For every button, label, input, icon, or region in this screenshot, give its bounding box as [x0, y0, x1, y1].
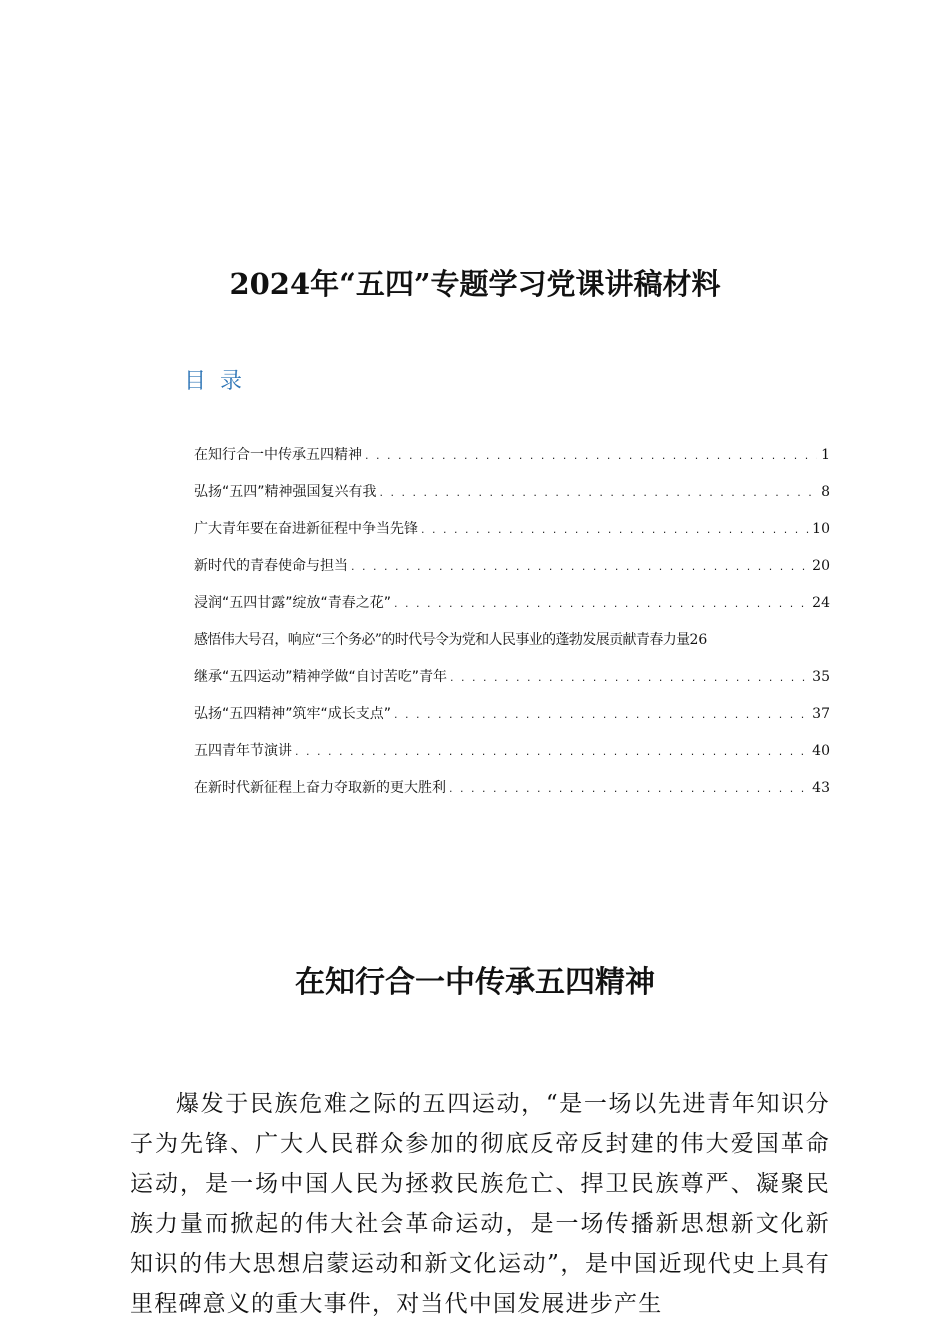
toc-entry-page: 37	[812, 706, 830, 722]
toc-entry[interactable]	[194, 775, 830, 812]
toc-entry-text: 弘扬“五四精神”筑牢“成长支点”	[194, 706, 392, 722]
toc-entry-text: 感悟伟大号召，响应“三个务必”的时代号令为党和人民事业的蓬勃发展贡献青春力量	[194, 632, 690, 648]
toc-entry[interactable]	[194, 553, 830, 590]
toc-entry-page: 40	[812, 743, 830, 759]
toc-entry-text: 弘扬“五四”精神强国复兴有我	[194, 484, 377, 500]
toc-entry[interactable]	[194, 590, 830, 627]
document-title: 2024年“五四”专题学习党课讲稿材料	[229, 267, 721, 301]
toc-entry-text: 新时代的青春使命与担当	[194, 558, 348, 574]
table-of-contents	[194, 442, 830, 812]
toc-entry-page: 24	[812, 595, 830, 611]
toc-entry[interactable]	[194, 701, 830, 738]
toc-heading: 目录	[184, 369, 257, 394]
section-title: 在知行合一中传承五四精神	[295, 965, 655, 1000]
toc-leader-dots	[295, 739, 809, 765]
toc-leader-dots	[394, 591, 809, 617]
toc-entry-text: 五四青年节演讲	[194, 743, 292, 759]
toc-entry-page: 43	[812, 780, 830, 796]
toc-entry-text: 在新时代新征程上奋力夺取新的更大胜利	[194, 780, 446, 796]
toc-entry-text: 继承“五四运动”精神学做“自讨苦吃”青年	[194, 669, 448, 685]
toc-entry-text: 广大青年要在奋进新征程中争当先锋	[194, 521, 418, 537]
toc-entry-page: 20	[812, 558, 830, 574]
toc-entry-page: 26	[689, 632, 708, 648]
toc-leader-dots	[365, 443, 817, 469]
toc-entry-page: 1	[821, 447, 830, 463]
toc-leader-dots	[394, 702, 809, 728]
toc-entry-page: 8	[821, 484, 830, 500]
body-paragraph: 爆发于民族危难之际的五四运动，“是一场以先进青年知识分子为先锋、广大人民群众参加的彻底反帝反封建的伟大爱国革命运动，是一场中国人民为拯救民族危亡、捍卫民族尊严、凝聚民族力量而掀起的伟大社会革命运动，是一场传播新思想新文化新知识的伟大思想启蒙运动和新文化运动”，是中国近现代史上具有里程碑意义的重大事件，对当代中国发展进步产生	[130, 1091, 830, 1317]
toc-entry[interactable]	[194, 664, 830, 701]
toc-entry[interactable]	[194, 627, 830, 664]
toc-leader-dots	[450, 665, 809, 691]
toc-entry-page: 35	[812, 669, 830, 685]
toc-entry[interactable]	[194, 516, 830, 553]
toc-entry-page: 10	[812, 521, 830, 537]
toc-entry[interactable]	[194, 479, 830, 516]
toc-entry[interactable]	[194, 738, 830, 775]
toc-leader-dots	[351, 554, 809, 580]
toc-entry-text: 在知行合一中传承五四精神	[194, 447, 362, 463]
toc-entry-text: 浸润“五四甘露”绽放“青春之花”	[194, 595, 392, 611]
toc-entry[interactable]	[194, 442, 830, 479]
toc-leader-dots	[421, 517, 809, 543]
toc-leader-dots	[380, 480, 817, 506]
toc-leader-dots	[449, 776, 809, 802]
